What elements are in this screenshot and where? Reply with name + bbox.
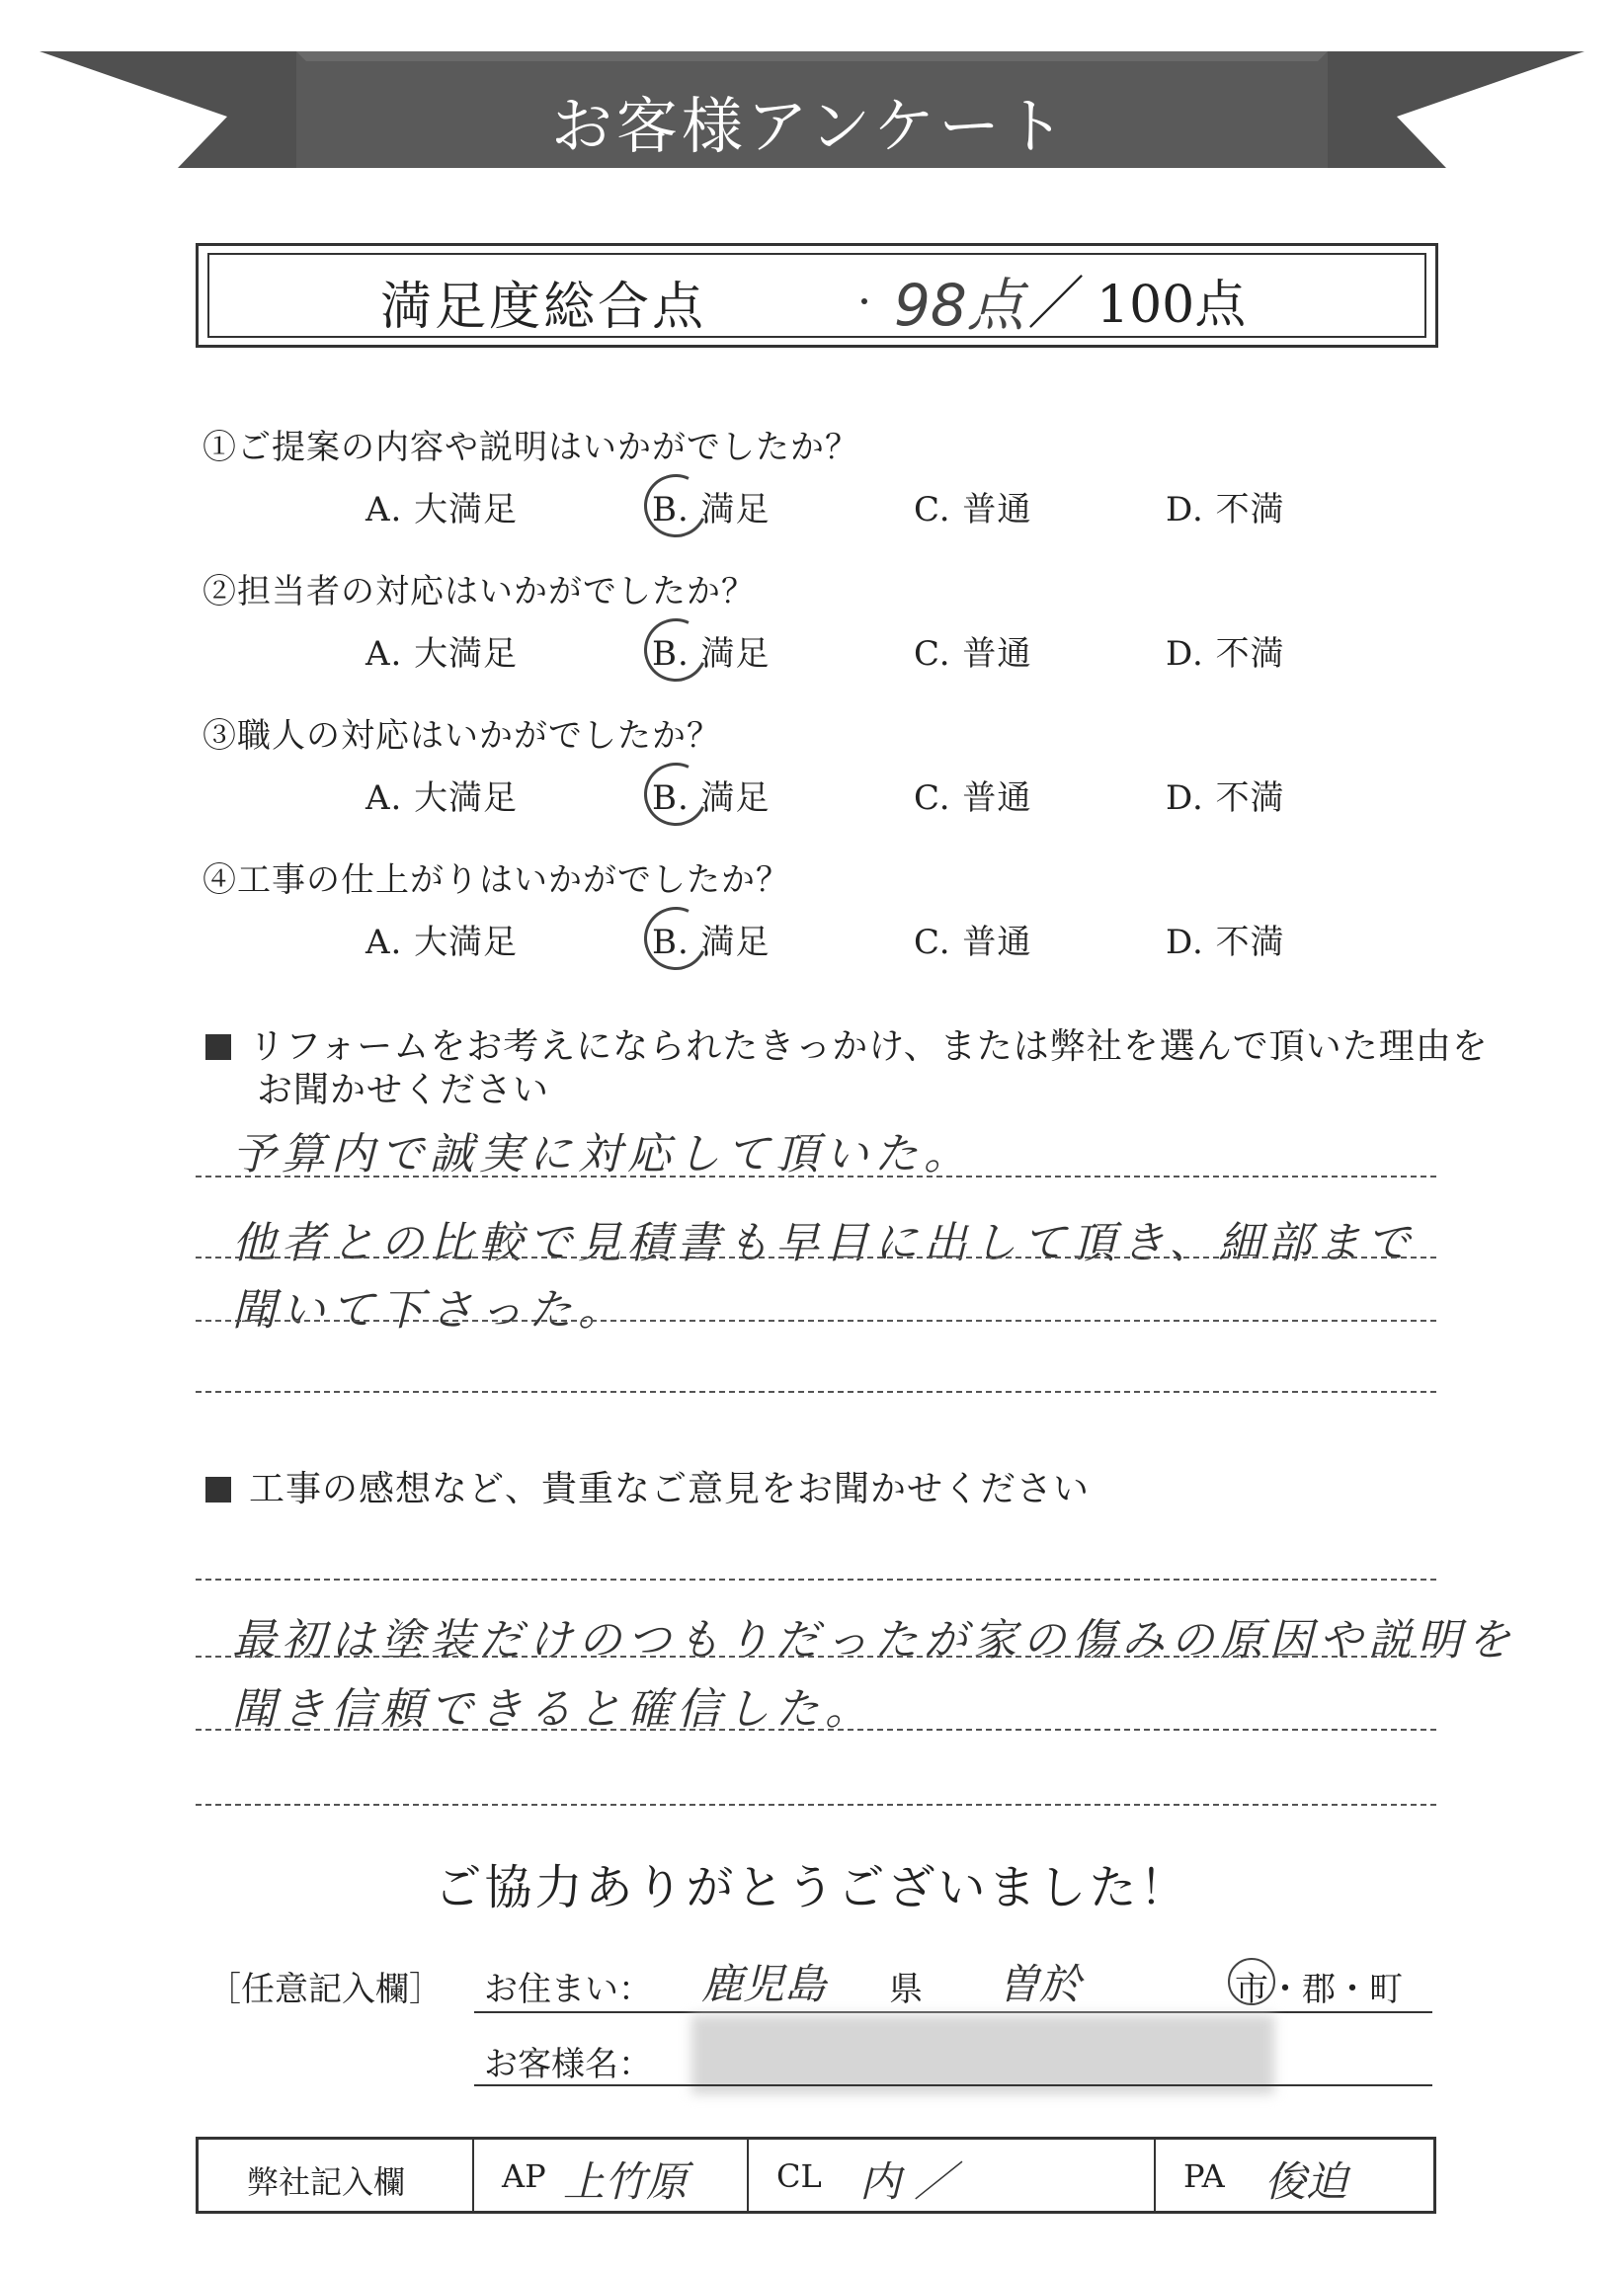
- q4-option-c[interactable]: C. 普通: [914, 923, 1032, 962]
- answer-line: [196, 1176, 1436, 1178]
- answer-line: [196, 1804, 1436, 1806]
- office-cl-value: 内 ／: [859, 2157, 956, 2206]
- city-suffix: 市・郡・町: [1235, 1970, 1403, 2009]
- score-max: 100点: [1096, 276, 1247, 335]
- q3-option-c[interactable]: C. 普通: [914, 778, 1032, 818]
- question-1: ①ご提案の内容や説明はいかがでしたか？: [203, 428, 859, 467]
- answer-line: [196, 1320, 1436, 1322]
- q4-option-b[interactable]: B. 満足: [652, 923, 771, 962]
- q1-option-a[interactable]: A. 大満足: [365, 490, 519, 529]
- office-divider: [472, 2137, 474, 2214]
- address-label: お住まい：: [484, 1970, 652, 2009]
- office-ap-value: 上竹原: [563, 2157, 689, 2206]
- section2-answer-line2: 聞き信頼できると確信した。: [232, 1684, 874, 1735]
- city-handwritten: 曽於: [998, 1960, 1082, 2008]
- section2-heading: 工事の感想など、貴重なご意見をお聞かせください: [205, 1468, 1090, 1511]
- section1-answer-line2: 他者との比較で見積書も早目に出して頂き、細部まで: [232, 1218, 1417, 1268]
- redacted-name: [691, 2015, 1274, 2094]
- office-divider: [1154, 2137, 1156, 2214]
- thanks-message: ご協力ありがとうございました！: [434, 1860, 1190, 1915]
- score-separator: ／: [1027, 270, 1086, 337]
- prefecture-handwritten: 鹿児島: [701, 1960, 827, 2008]
- score-label: 満足度総合点: [380, 278, 707, 337]
- score-handwritten: 98点: [894, 272, 1024, 339]
- answer-line: [196, 1729, 1436, 1731]
- page-title: お客様アンケート: [550, 90, 1070, 162]
- q4-option-d[interactable]: D. 不満: [1166, 923, 1285, 962]
- q2-option-a[interactable]: A. 大満足: [365, 634, 519, 674]
- office-cl-label: CL: [776, 2157, 822, 2195]
- name-label: お客様名：: [484, 2045, 652, 2084]
- office-label: 弊社記入欄: [247, 2163, 406, 2201]
- office-pa-value: 俊迫: [1264, 2157, 1348, 2206]
- section1-answer-line3: 聞いて下さった。: [232, 1285, 627, 1336]
- q3-option-d[interactable]: D. 不満: [1166, 778, 1285, 818]
- q3-option-b[interactable]: B. 満足: [652, 778, 771, 818]
- q4-selection-circle: [635, 898, 716, 979]
- city-selection-circle: [1228, 1958, 1275, 2005]
- q1-option-d[interactable]: D. 不満: [1166, 490, 1285, 529]
- section2-answer-line1: 最初は塗装だけのつもりだったが家の傷みの原因や説明を: [232, 1615, 1516, 1665]
- question-4: ④工事の仕上がりはいかがでしたか？: [203, 860, 790, 900]
- prefecture-suffix: 県: [889, 1970, 923, 2009]
- q2-option-d[interactable]: D. 不満: [1166, 634, 1285, 674]
- square-bullet-icon: [205, 1034, 231, 1060]
- score-dot: [861, 298, 867, 304]
- answer-line: [196, 1391, 1436, 1393]
- answer-line: [196, 1257, 1436, 1259]
- q1-option-b[interactable]: B. 満足: [652, 490, 771, 529]
- q3-selection-circle: [635, 754, 716, 835]
- q2-option-c[interactable]: C. 普通: [914, 634, 1032, 674]
- office-divider: [747, 2137, 749, 2214]
- question-3: ③職人の対応はいかがでしたか？: [203, 716, 721, 756]
- section1-answer-line1: 予算内で誠実に対応して頂いた。: [232, 1129, 973, 1179]
- section1-heading: リフォームをお考えになられたきっかけ、または弊社を選んで頂いた理由を: [205, 1025, 1489, 1069]
- q2-selection-circle: [635, 609, 716, 690]
- answer-line: [196, 1656, 1436, 1658]
- q1-option-c[interactable]: C. 普通: [914, 490, 1032, 529]
- q2-option-b[interactable]: B. 満足: [652, 634, 771, 674]
- q4-option-a[interactable]: A. 大満足: [365, 923, 519, 962]
- address-underline: [474, 2011, 1432, 2013]
- section1-heading-line2: お聞かせください: [257, 1070, 550, 1110]
- name-underline: [474, 2084, 1432, 2086]
- q1-selection-circle: [635, 465, 716, 546]
- square-bullet-icon: [205, 1477, 231, 1502]
- office-pa-label: PA: [1183, 2157, 1225, 2195]
- q3-option-a[interactable]: A. 大満足: [365, 778, 519, 818]
- question-2: ②担当者の対応はいかがでしたか？: [203, 572, 756, 611]
- office-ap-label: AP: [502, 2157, 546, 2195]
- optional-section-label: ［任意記入欄］: [207, 1970, 443, 2009]
- answer-line: [196, 1579, 1436, 1581]
